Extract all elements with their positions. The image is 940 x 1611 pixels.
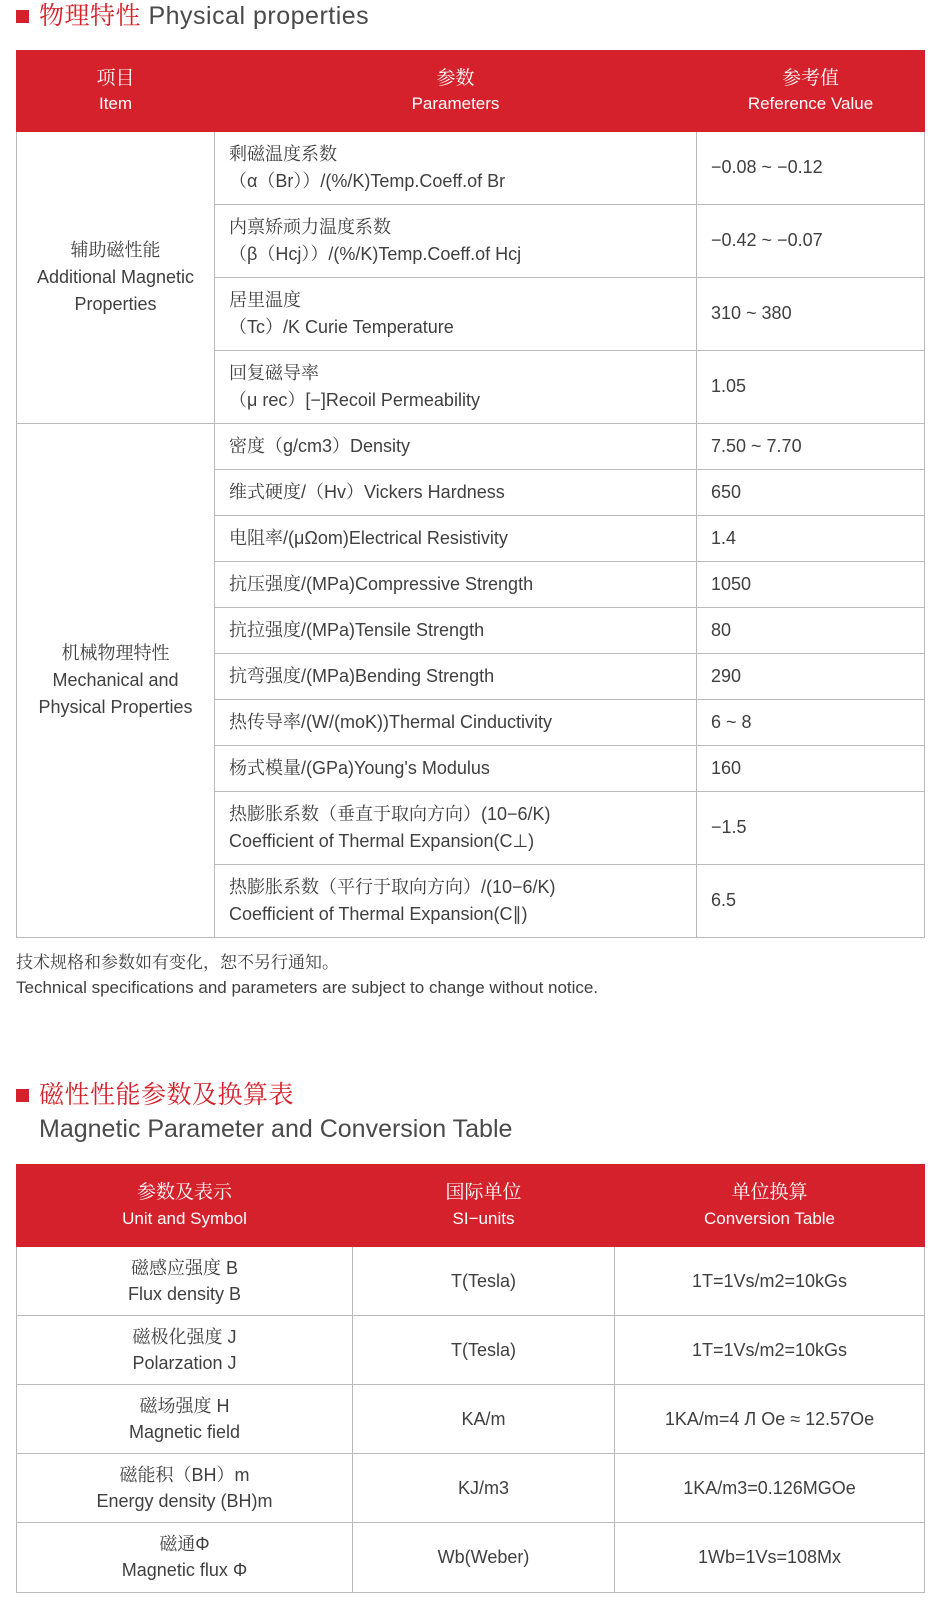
param-cn: 热膨胀系数（平行于取向方向）/(10−6/K) (229, 876, 556, 897)
param-cell (215, 350, 697, 423)
value-cell: 650 (697, 469, 925, 515)
value-cell: 6 ~ 8 (697, 699, 925, 745)
si-unit-cell: KA/m (353, 1385, 615, 1454)
param-cell (215, 423, 697, 469)
column-header-item-en: Item (98, 94, 133, 114)
section-heading-physical-properties (0, 0, 940, 34)
column-header-parameters-en: Parameters (411, 94, 500, 114)
conversion-cell: 1Wb=1Vs=108Mx (615, 1523, 925, 1592)
value-cell: 1.05 (697, 350, 925, 423)
parameter-name-cell (17, 1315, 353, 1384)
group-label-additional-magnetic (17, 131, 215, 423)
value-cell: −0.08 ~ −0.12 (697, 131, 925, 204)
disclaimer-note (16, 950, 924, 1001)
value-cell: 1050 (697, 561, 925, 607)
heading-cn: 磁性性能参数及换算表 (39, 1080, 295, 1109)
column-header-reference-value-en: Reference Value (747, 94, 874, 114)
column-header-si-units (353, 1165, 615, 1246)
param-cell (215, 653, 697, 699)
value-cell: 160 (697, 745, 925, 791)
param-en: Coefficient of Thermal Expansion(C⊥) (229, 830, 535, 851)
param-cell (215, 131, 697, 204)
param-cn: 内禀矫顽力温度系数 (229, 216, 391, 237)
column-header-si-units-cn: 国际单位 (445, 1182, 522, 1204)
column-header-parameters-cn: 参数 (436, 67, 475, 89)
column-header-unit-and-symbol-cn: 参数及表示 (136, 1182, 232, 1204)
value-cell: −1.5 (697, 791, 925, 864)
table-header-row (17, 1165, 925, 1246)
column-header-unit-and-symbol (17, 1165, 353, 1246)
value-cell: −0.42 ~ −0.07 (697, 204, 925, 277)
conversion-cell: 1KA/m=4 Л Oe ≈ 12.57Oe (615, 1385, 925, 1454)
group-label-cn: 机械物理特性 (61, 642, 170, 663)
heading-line (39, 0, 369, 34)
column-header-si-units-en: SI−units (452, 1208, 515, 1228)
disclaimer-note-cn: 技术规格和参数如有变化，恕不另行通知。 (16, 952, 339, 972)
column-header-reference-value (697, 50, 925, 131)
parameter-name-cn: 磁通Φ (159, 1534, 210, 1555)
table-header-row (17, 50, 925, 131)
param-cn: 剩磁温度系数 (229, 143, 337, 164)
si-unit-cell: Wb(Weber) (353, 1523, 615, 1592)
si-unit-cell: KJ/m3 (353, 1454, 615, 1523)
square-bullet-icon (16, 10, 29, 23)
column-header-conversion-table (615, 1165, 925, 1246)
parameter-name-en: Magnetic field (128, 1422, 241, 1443)
param-cn: 居里温度 (229, 289, 301, 310)
table-row (17, 1246, 925, 1315)
column-header-conversion-table-en: Conversion Table (703, 1208, 836, 1228)
heading-text-wrap (39, 0, 369, 34)
value-cell: 6.5 (697, 864, 925, 937)
value-cell: 80 (697, 607, 925, 653)
table-row (17, 423, 925, 469)
param-cell (215, 204, 697, 277)
param-cell (215, 561, 697, 607)
param-en: （β（Hcj））/(%/K)Temp.Coeff.of Hcj (229, 243, 522, 264)
value-cell: 1.4 (697, 515, 925, 561)
column-header-unit-and-symbol-en: Unit and Symbol (122, 1208, 247, 1228)
parameter-name-cn: 磁场强度 H (139, 1396, 230, 1416)
param-en: （Tc）/K Curie Temperature (229, 316, 454, 337)
parameter-name-en: Energy density (BH)m (96, 1491, 273, 1512)
param-cell (215, 277, 697, 350)
heading-en: Physical properties (148, 2, 370, 30)
value-cell: 7.50 ~ 7.70 (697, 423, 925, 469)
parameter-name-cell (17, 1246, 353, 1315)
param-cell (215, 515, 697, 561)
parameter-name-cn: 磁感应强度 B (130, 1257, 238, 1278)
parameter-name-en: Magnetic flux Φ (121, 1560, 248, 1581)
param-en: 维式硬度/（Hv）Vickers Hardness (229, 481, 505, 502)
group-label-mechanical-physical (17, 423, 215, 937)
parameter-name-cell (17, 1454, 353, 1523)
section-heading-magnetic-parameter (0, 1079, 940, 1147)
conversion-cell: 1T=1Vs/m2=10kGs (615, 1315, 925, 1384)
parameter-name-cn: 磁能积（BH）m (119, 1465, 250, 1486)
physical-properties-table (16, 50, 925, 938)
param-cell (215, 699, 697, 745)
param-cn: 热膨胀系数（垂直于取向方向）(10−6/K) (229, 803, 551, 824)
heading-text-wrap (39, 1079, 512, 1147)
disclaimer-note-en: Technical specifications and parameters are subject to change without notice. (16, 978, 599, 998)
param-en: 杨式模量/(GPa)Young's Modulus (229, 757, 490, 778)
table-row (17, 1315, 925, 1384)
value-cell: 310 ~ 380 (697, 277, 925, 350)
param-cell (215, 791, 697, 864)
column-header-conversion-table-cn: 单位换算 (731, 1182, 808, 1204)
parameter-name-cell (17, 1523, 353, 1592)
heading-en: Magnetic Parameter and Conversion Table (39, 1114, 513, 1143)
square-bullet-icon (16, 1089, 29, 1102)
param-en: 抗弯强度/(MPa)Bending Strength (229, 665, 495, 686)
param-en: （μ rec）[−]Recoil Permeability (229, 389, 480, 410)
param-cn: 回复磁导率 (229, 362, 319, 383)
parameter-name-en: Polarzation J (132, 1352, 237, 1373)
table-row (17, 1454, 925, 1523)
group-label-cn: 辅助磁性能 (70, 239, 161, 260)
param-cell (215, 607, 697, 653)
param-en: 密度（g/cm3）Density (229, 435, 411, 456)
column-header-item (17, 50, 215, 131)
heading-cn: 物理特性 (39, 2, 142, 30)
table-row (17, 1523, 925, 1592)
parameter-name-en: Flux density B (127, 1283, 242, 1304)
column-header-item-cn: 项目 (96, 67, 135, 89)
param-cell (215, 745, 697, 791)
param-en: （α（Br））/(%/K)Temp.Coeff.of Br (229, 170, 506, 191)
parameter-name-cn: 磁极化强度 J (132, 1326, 237, 1347)
magnetic-conversion-table (16, 1164, 925, 1592)
param-en: 抗压强度/(MPa)Compressive Strength (229, 573, 534, 594)
parameter-name-cell (17, 1385, 353, 1454)
column-header-reference-value-cn: 参考值 (781, 67, 839, 89)
param-cell (215, 864, 697, 937)
param-en: 抗拉强度/(MPa)Tensile Strength (229, 619, 485, 640)
table-row (17, 1385, 925, 1454)
si-unit-cell: T(Tesla) (353, 1315, 615, 1384)
conversion-cell: 1KA/m3=0.126MGOe (615, 1454, 925, 1523)
table-row (17, 131, 925, 204)
value-cell: 290 (697, 653, 925, 699)
param-en: 电阻率/(μΩom)Electrical Resistivity (229, 527, 508, 548)
param-cell (215, 469, 697, 515)
group-label-en: Mechanical and Physical Properties (38, 669, 193, 717)
si-unit-cell: T(Tesla) (353, 1246, 615, 1315)
group-label-en: Additional Magnetic Properties (36, 266, 195, 314)
param-en: Coefficient of Thermal Expansion(C∥) (229, 903, 528, 924)
param-en: 热传导率/(W/(moK))Thermal Cinductivity (229, 711, 553, 732)
section-spacer (0, 1001, 940, 1079)
column-header-parameters (215, 50, 697, 131)
conversion-cell: 1T=1Vs/m2=10kGs (615, 1246, 925, 1315)
